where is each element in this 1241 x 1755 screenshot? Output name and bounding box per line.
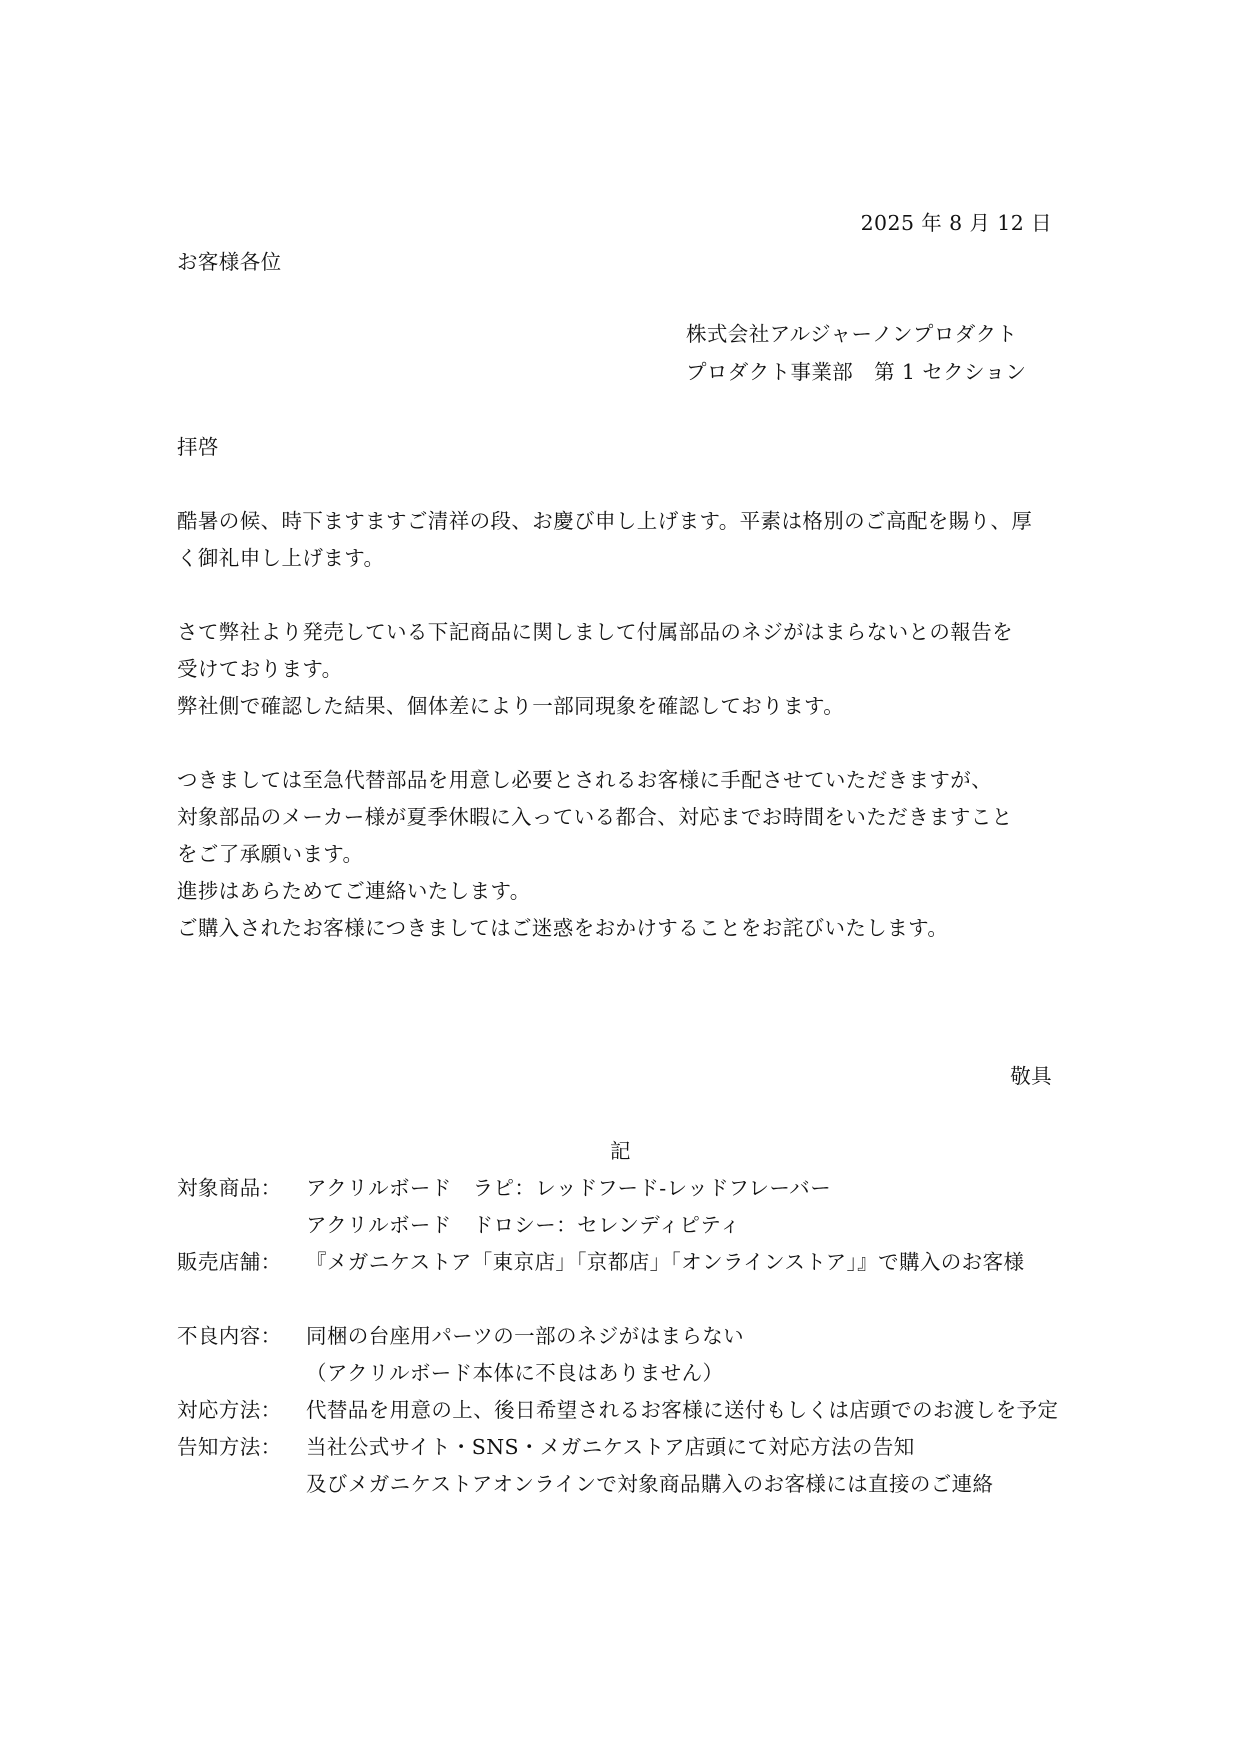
detail-label-products: 対象商品： xyxy=(177,1176,282,1200)
detail-value-defect: （アクリルボード本体に不良はありません） xyxy=(306,1361,724,1385)
ki-heading: 記 xyxy=(610,1139,631,1163)
sender-company: 株式会社アルジャーノンプロダクト xyxy=(686,322,1018,346)
body-paragraph-line: さて弊社より発売している下記商品に関しまして付属部品のネジがはまらないとの報告を xyxy=(177,620,1013,644)
recipient: お客様各位 xyxy=(177,250,282,274)
detail-value-notice: 及びメガニケストアオンラインで対象商品購入のお客様には直接のご連絡 xyxy=(306,1472,994,1496)
body-paragraph-line: をご了承願います。 xyxy=(177,842,364,866)
detail-value-products: アクリルボード ラピ：レッドフード-レッドフレーバー xyxy=(306,1176,832,1200)
detail-value-products: アクリルボード ドロシー：セレンディピティ xyxy=(306,1213,741,1237)
body-paragraph-line: 進捗はあらためてご連絡いたします。 xyxy=(177,879,531,903)
detail-label-stores: 販売店舗： xyxy=(177,1250,282,1274)
body-paragraph-line: つきましては至急代替部品を用意し必要とされるお客様に手配させていただきますが、 xyxy=(177,768,993,792)
detail-label-defect: 不良内容： xyxy=(177,1324,282,1348)
body-paragraph-line: 対象部品のメーカー様が夏季休暇に入っている都合、対応までお時間をいただきますこと xyxy=(177,805,1013,829)
detail-value-defect: 同梱の台座用パーツの一部のネジがはまらない xyxy=(306,1324,745,1348)
greeting-line: 酷暑の候、時下ますますご清祥の段、お慶び申し上げます。平素は格別のご高配を賜り、厚 xyxy=(177,509,1033,533)
detail-value-stores: 『メガニケストア「東京店」「京都店」「オンラインストア」』で購入のお客様 xyxy=(306,1250,1025,1274)
opening-word: 拝啓 xyxy=(177,435,219,459)
detail-value-notice: 当社公式サイト・SNS・メガニケストア店頭にて対応方法の告知 xyxy=(306,1435,915,1459)
greeting-line: く御礼申し上げます。 xyxy=(177,546,385,570)
body-paragraph-line: 受けております。 xyxy=(177,657,343,681)
letter-date: 2025 年 8 月 12 日 xyxy=(860,211,1052,235)
detail-label-notice: 告知方法： xyxy=(177,1435,282,1459)
closing-word: 敬具 xyxy=(1010,1064,1052,1088)
body-paragraph-line: ご購入されたお客様につきましてはご迷惑をおかけすることをお詫びいたします。 xyxy=(177,916,949,940)
sender-department: プロダクト事業部 第 1 セクション xyxy=(686,360,1027,384)
detail-value-response: 代替品を用意の上、後日希望されるお客様に送付もしくは店頭でのお渡しを予定 xyxy=(306,1398,1059,1422)
detail-label-response: 対応方法： xyxy=(177,1398,282,1422)
body-paragraph-line: 弊社側で確認した結果、個体差により一部同現象を確認しております。 xyxy=(177,694,845,718)
